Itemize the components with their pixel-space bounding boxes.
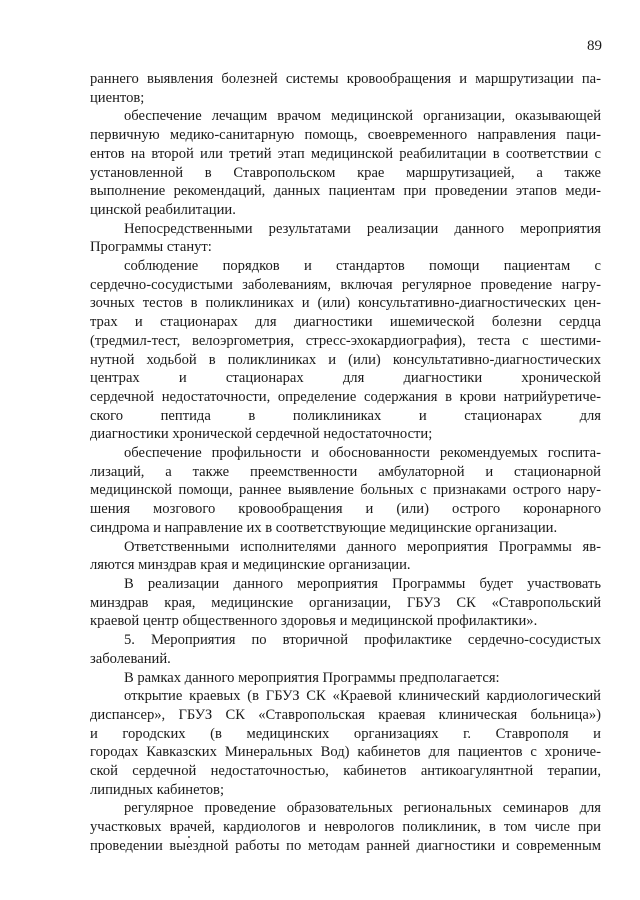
scan-speck bbox=[188, 836, 190, 838]
text-line: 5. Мероприятия по вторичной профилактике сердечно-сосудистых bbox=[124, 632, 601, 649]
text-line: сердечной недостаточности, определение содержания в крови натрийуретиче- bbox=[90, 388, 601, 405]
text-line: ского пептида в поликлиниках и стационарах для bbox=[90, 407, 601, 424]
text-line: обеспечение лечащим врачом медицинской организации, оказывающей bbox=[124, 108, 601, 125]
text-line: первичную медико-санитарную помощь, своевременного направления паци- bbox=[90, 127, 601, 144]
text-line: диспансер», ГБУЗ СК «Ставропольская краевая клиническая больница») bbox=[90, 706, 601, 723]
text-line: шения мозгового кровообращения и (или) острого коронарного bbox=[90, 501, 601, 518]
text-line: диагностики хронической сердечной недостаточности; bbox=[90, 426, 433, 443]
text-line: ентов на второй или третий этап медицинской реабилитации в соответствии с bbox=[90, 145, 601, 162]
text-line: трах и стационарах для диагностики ишемической болезни сердца bbox=[90, 314, 601, 331]
text-line: сердечно-сосудистыми заболеваниям, включая регулярное проведение нагру- bbox=[90, 276, 601, 293]
text-line: участковых врачей, кардиологов и неврологов поликлиник, в том числе при bbox=[90, 819, 601, 836]
text-line: и городских (в медицинских организациях г. Ставрополя и bbox=[90, 725, 601, 742]
text-line: В реализации данного мероприятия Программы будет участвовать bbox=[124, 575, 601, 592]
text-line: выполнение рекомендаций, данных пациентам при проведении этапов меди- bbox=[90, 183, 601, 200]
text-line: лизаций, а также преемственности амбулаторной и стационарной bbox=[90, 463, 601, 480]
text-line: Непосредственными результатами реализации данного мероприятия bbox=[124, 220, 601, 237]
text-line: раннего выявления болезней системы кровообращения и маршрутизации па- bbox=[90, 71, 601, 87]
text-line: липидных кабинетов; bbox=[90, 781, 224, 798]
text-line: ской сердечной недостаточностью, кабинетов антикоагулянтной терапии, bbox=[90, 763, 601, 780]
text-line: (тредмил-тест, велоэргометрия, стресс-эхокардиография), теста с шестими- bbox=[90, 332, 601, 349]
text-line: зочных тестов в поликлиниках и (или) консультативно-диагностических цен- bbox=[90, 295, 601, 312]
text-line: цинской реабилитации. bbox=[90, 201, 236, 218]
text-line: медицинской помощи, раннее выявление больных с признаками острого нару- bbox=[90, 482, 601, 499]
text-line: регулярное проведение образовательных региональных семинаров для bbox=[124, 800, 601, 817]
text-line: проведении выездной работы по методам ранней диагностики и современным bbox=[90, 837, 601, 854]
text-line: синдрома и направление их в соответствующие медицинские организации. bbox=[90, 519, 558, 536]
text-line: установленной в Ставропольском крае маршрутизацией, а также bbox=[90, 164, 601, 181]
text-line: Программы станут: bbox=[90, 239, 212, 256]
text-line: циентов; bbox=[90, 89, 145, 106]
text-line: ляются минздрав края и медицинские организации. bbox=[90, 557, 411, 574]
text-line: центрах и стационарах для диагностики хронической bbox=[90, 370, 601, 387]
page-number: 89 bbox=[587, 38, 602, 54]
text-line: заболеваний. bbox=[90, 650, 171, 667]
text-line: краевой центр общественного здоровья и медицинской профилактики». bbox=[90, 613, 538, 630]
text-line: Ответственными исполнителями данного мероприятия Программы яв- bbox=[124, 538, 601, 555]
text-line: обеспечение профильности и обоснованности рекомендуемых госпита- bbox=[124, 445, 601, 462]
text-line: соблюдение порядков и стандартов помощи пациентам с bbox=[124, 258, 601, 275]
text-line: нутной ходьбой в поликлиниках и (или) консультативно-диагностических bbox=[90, 351, 601, 368]
text-line: открытие краевых (в ГБУЗ СК «Краевой клинический кардиологический bbox=[124, 688, 601, 705]
text-line: минздрав края, медицинские организации, ГБУЗ СК «Ставропольский bbox=[90, 594, 601, 611]
text-line: В рамках данного мероприятия Программы предполагается: bbox=[124, 669, 500, 686]
page-text bbox=[90, 70, 601, 856]
text-line: городах Кавказских Минеральных Вод) кабинетов для пациентов с хрониче- bbox=[90, 744, 601, 761]
